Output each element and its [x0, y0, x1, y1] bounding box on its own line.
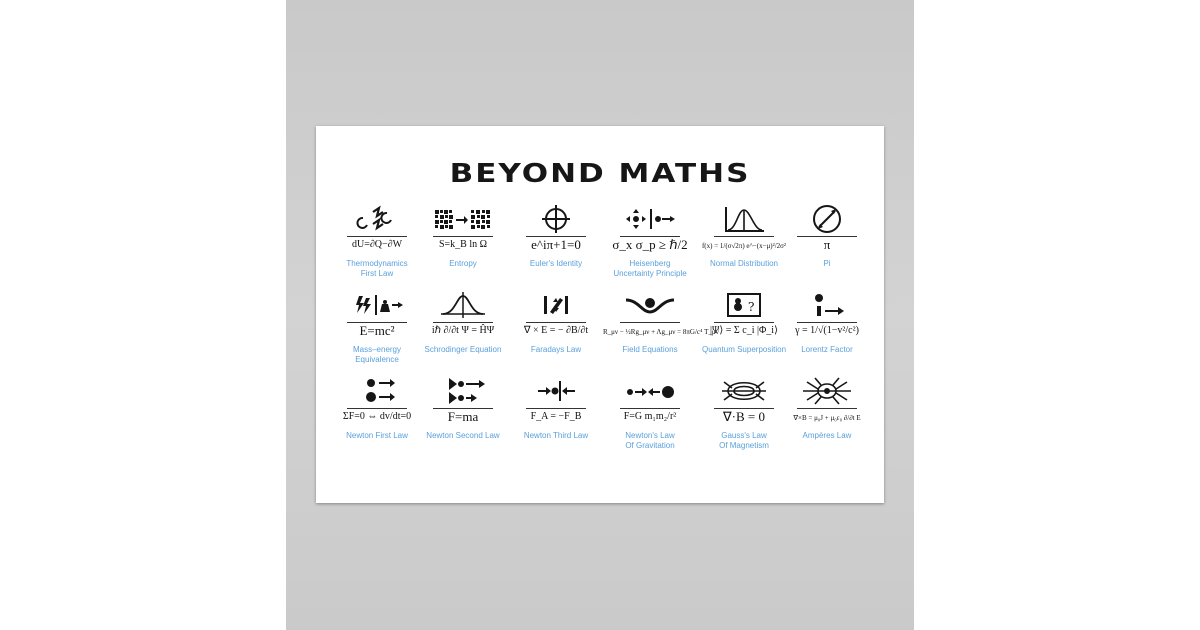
magnet-coil-icon [526, 290, 586, 320]
current-field-icon [797, 376, 857, 406]
moving-dot-icon [797, 290, 857, 320]
formula-name-line: Lorentz Factor [801, 345, 853, 354]
formula-card [697, 204, 791, 290]
formula-card [603, 290, 719, 376]
force-triangles-icon [433, 376, 493, 406]
formula-card [780, 376, 874, 462]
formula-name [603, 259, 697, 279]
formula-card [780, 290, 874, 376]
formula-name-line: Pi [823, 259, 831, 268]
formula-name [330, 431, 424, 441]
equation: γ = 1/√(1−v²/c²) [795, 325, 859, 336]
formula-name-line: Schrodinger Equation [424, 345, 502, 354]
wave-packet-icon [433, 290, 493, 320]
formula-name-line: Heisenberg [629, 259, 671, 268]
curved-space-icon [620, 290, 680, 320]
formula-name [416, 345, 510, 355]
formula-name [603, 345, 697, 355]
formula-name [780, 345, 874, 355]
formula-name-line: Newton Third Law [523, 431, 589, 440]
equation: E=mc² [359, 323, 395, 338]
formula-name-line: Thermodynamics [346, 259, 408, 268]
formula-card [330, 204, 424, 290]
svg-text:?: ? [748, 300, 755, 314]
equation: F=G m₁m₂/r² [623, 411, 677, 422]
divider [620, 408, 680, 409]
gravitation-icon [620, 376, 680, 406]
formula-name-line: Equivalence [355, 355, 399, 364]
formula-name-line: Euler's Identity [529, 259, 583, 268]
formula-name-line: Mass–energy [352, 345, 402, 354]
poster [316, 126, 884, 503]
formula-name-line: Entropy [449, 259, 477, 268]
formula-name-line: Of Gravitation [625, 441, 675, 450]
formula-name [416, 431, 510, 441]
divider [433, 322, 493, 323]
formula-card [509, 290, 603, 376]
formula-name-line: Ampères Law [802, 431, 852, 440]
equation: ∇×B = μ₀J + μ₀ε₀ ∂/∂t E [793, 414, 861, 422]
divider [797, 322, 857, 323]
formula-card [416, 376, 510, 462]
equation: ∇ × E = − ∂B/∂t [523, 325, 589, 336]
equation: ΣF=0 ⇔ dv/dt=0 [342, 411, 412, 422]
divider [620, 322, 680, 323]
poster-title: BEYOND MATHS [449, 159, 751, 189]
formula-card [416, 290, 510, 376]
resting-dots-icon [347, 376, 407, 406]
formula-name [697, 345, 791, 355]
crosshair-circle-icon [526, 204, 586, 234]
equation: dU=∂Q−∂W [351, 239, 403, 250]
formula-card [603, 204, 697, 290]
equation: iℏ ∂/∂t Ψ = ĤΨ [431, 325, 495, 336]
formula-name [509, 431, 603, 441]
formula-name-line: Faradays Law [530, 345, 582, 354]
divider [433, 236, 493, 237]
formula-card [509, 376, 603, 462]
formula-card [697, 290, 791, 376]
formula-name [780, 259, 874, 269]
formula-card [603, 376, 697, 462]
divider [526, 322, 586, 323]
cycle-arrows-icon [347, 204, 407, 234]
formula-name [416, 259, 510, 269]
formula-name-line: Uncertainty Principle [613, 269, 687, 278]
formula-name [330, 259, 424, 279]
divider [347, 236, 407, 237]
divider [714, 322, 774, 323]
circle-diameter-icon [797, 204, 857, 234]
formula-name [509, 259, 603, 269]
equation: F_A = −F_B [530, 411, 582, 422]
equation: f(x) = 1/(σ√2π) e^−(x−μ)²/2σ² [701, 242, 787, 250]
divider [347, 408, 407, 409]
equation: ∇·B = 0 [722, 409, 766, 424]
formula-card [330, 290, 424, 376]
equation: e^iπ+1=0 [531, 237, 581, 252]
formula-name [330, 345, 424, 365]
action-reaction-icon [526, 376, 586, 406]
formula-name [603, 431, 697, 451]
divider [526, 408, 586, 409]
formula-name-line: Gauss's Law [721, 431, 767, 440]
magnetic-field-lines-icon [714, 376, 774, 406]
formula-name-line: Newton Second Law [426, 431, 500, 440]
formula-name-line: Newton First Law [346, 431, 408, 440]
equation: S=k_B ln Ω [438, 239, 488, 250]
lightning-weight-icon [347, 290, 407, 320]
formula-name [780, 431, 874, 441]
formula-name-line: Quantum Superposition [701, 345, 787, 354]
formula-name [697, 259, 791, 269]
divider [714, 236, 774, 237]
divider [797, 408, 857, 409]
formula-card [697, 376, 791, 462]
formula-name [509, 345, 603, 355]
formula-card [330, 376, 424, 462]
bell-curve-box-icon [714, 204, 774, 234]
formula-name-line: Newton's Law [625, 431, 675, 440]
formula-name [697, 431, 791, 451]
uncertainty-icon [620, 204, 680, 234]
formula-name-line: Field Equations [622, 345, 678, 354]
equation: π [823, 237, 831, 252]
formula-name-line: Normal Distribution [709, 259, 779, 268]
equation: |Ψ⟩ = Σ c_i |Φ_i⟩ [710, 325, 778, 336]
formula-card [416, 204, 510, 290]
equation: σ_x σ_p ≥ ℏ/2 [612, 237, 688, 252]
equation: R_μν − ½Rg_μν + Λg_μν = 8πG/c⁴ T_μν [603, 328, 719, 336]
dot-grids-icon [433, 204, 493, 234]
formula-card [780, 204, 874, 290]
formula-card [509, 204, 603, 290]
formula-name-line: First Law [360, 269, 394, 278]
formula-name-line: Of Magnetism [719, 441, 769, 450]
cat-box-icon [714, 290, 774, 320]
equation: F=ma [447, 409, 479, 424]
